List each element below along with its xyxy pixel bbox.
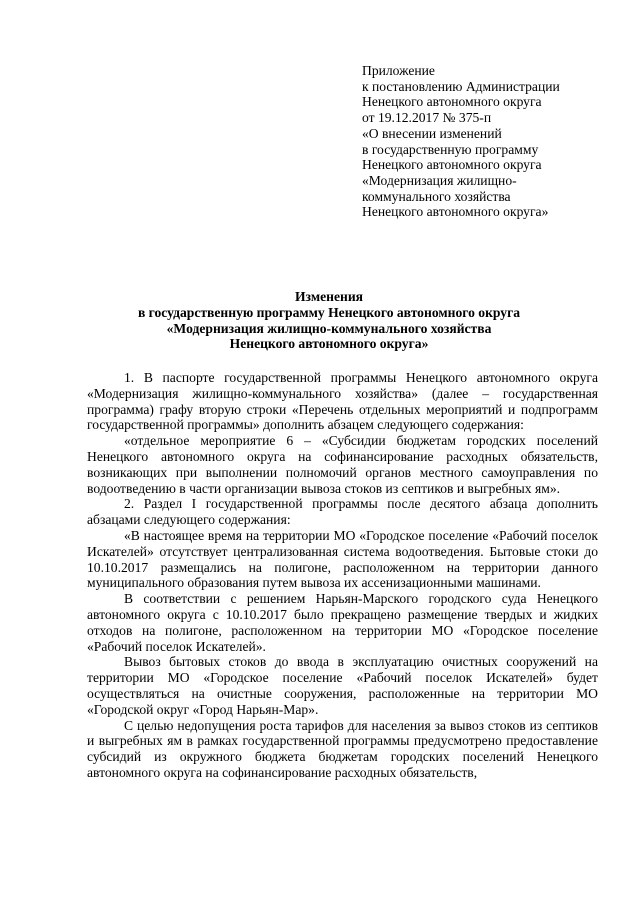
paragraph: В соответствии с решением Нарьян-Марского городского суда Ненецкого автономного округа с 10.10.2017 было прекращено размещение твердых и жидких отходов на полигоне, расположенном на территории МО «Городское поселение «Рабочий поселок Искателей».	[87, 591, 598, 654]
appendix-line: Ненецкого автономного округа	[362, 157, 542, 173]
paragraph: 2. Раздел I государственной программы после десятого абзаца дополнить абзацами следующего содержания:	[87, 496, 598, 528]
paragraph: 1. В паспорте государственной программы Ненецкого автономного округа «Модернизация жилищно-коммунального хозяйства» (далее – государственная программа) графу вторую строки «Перечень отдельных мероприятий и подпрограмм государственной программы» дополнить абзацем следующего содержания:	[87, 370, 598, 433]
appendix-line: «Модернизация жилищно-	[362, 172, 517, 188]
title-line: в государственную программу Ненецкого автономного округа	[137, 304, 521, 320]
title-line: Изменения	[294, 289, 364, 304]
appendix-line: в государственную программу	[362, 141, 539, 157]
appendix-block	[362, 63, 632, 220]
title-line: Ненецкого автономного округа»	[229, 336, 429, 352]
appendix-line: коммунального хозяйства	[362, 188, 511, 204]
paragraph: «отдельное мероприятие 6 – «Субсидии бюджетам городских поселений Ненецкого автономного округа на софинансирование расходных обязательств, возникающих при выполнении полномочий органов местного самоуправления по водоотведению в части организации вывоза стоков из септиков и выгребных ям».	[87, 433, 598, 496]
title-line: «Модернизация жилищно-коммунального хозяйства	[166, 320, 492, 336]
paragraph: С целью недопущения роста тарифов для населения за вывоз стоков из септиков и выгребных ям в рамках государственной программы предусмотрено предоставление субсидий из окружного бюджета бюджетам городских поселений Ненецкого автономного округа на софинансирование расходных обязательств,	[87, 717, 598, 780]
paragraph: Вывоз бытовых стоков до ввода в эксплуатацию очистных сооружений на территории МО «Городское поселение «Рабочий поселок Искателей» будет осуществляться на очистные сооружения, расположенные на территории МО «Городской округ «Город Нарьян-Мар».	[87, 654, 598, 717]
paragraph: «В настоящее время на территории МО «Городское поселение «Рабочий поселок Искателей» отсутствует централизованная система водоотведения. Бытовые стоки до 10.10.2017 размещались на полигоне, расположенном на территории данного муниципального образования путем вывоза их ассенизационными машинами.	[87, 527, 598, 591]
document-title	[60, 289, 598, 352]
document-body	[87, 370, 598, 781]
appendix-line: Ненецкого автономного округа	[362, 94, 542, 110]
appendix-line: от 19.12.2017 № 375-п	[362, 110, 492, 126]
appendix-line: Приложение	[362, 63, 435, 78]
appendix-line: к постановлению Администрации	[362, 78, 560, 94]
appendix-line: «О внесении изменений	[362, 125, 502, 141]
appendix-line: Ненецкого автономного округа»	[362, 204, 549, 220]
